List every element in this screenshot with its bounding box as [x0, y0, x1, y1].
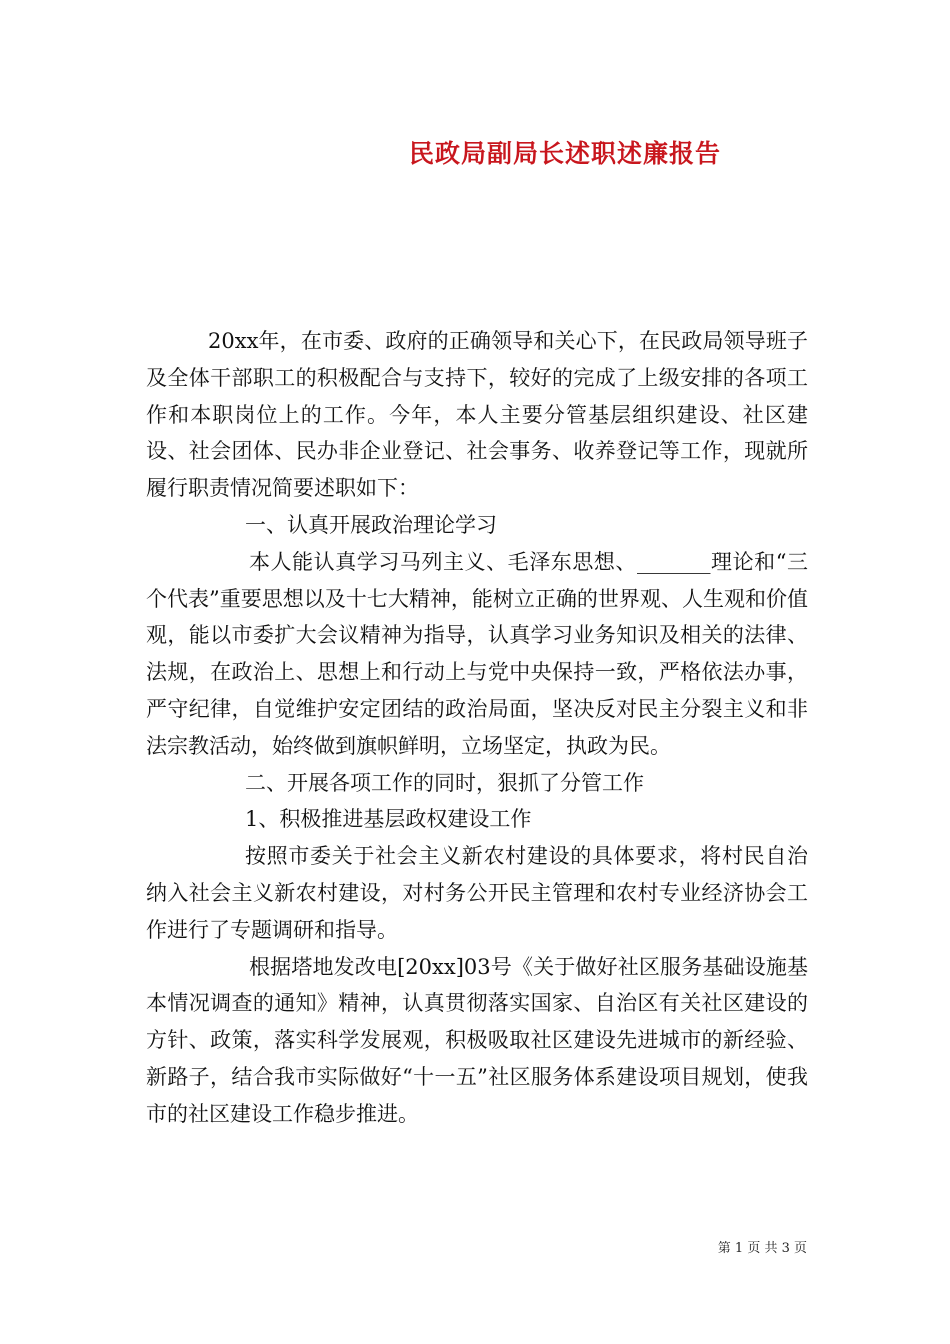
page-number-footer: 第 1 页 共 3 页 [717, 1241, 807, 1256]
section-2-heading: 二、开展各项工作的同时，狠抓了分管工作 [245, 770, 644, 795]
document-body [146, 323, 808, 1133]
section-1-paragraph: 本人能认真学习马列主义、毛泽东思想、_______理论和“三个代表”重要思想以及十七大精神，能树立正确的世界观、人生观和价值观，能以市委扩大会议精神为指导，认真学习业务知识及相关的法律、法规，在政治上、思想上和行动上与党中央保持一致，严格依法办事，严守纪律，自觉维护安定团结的政治局面，坚决反对民主分裂主义和非法宗教活动，始终做到旗帜鲜明，立场坚定，执政为民。 [146, 549, 808, 758]
subsection-1-heading: 1、积极推进基层政权建设工作 [245, 807, 532, 832]
intro-paragraph: 20xx年，在市委、政府的正确领导和关心下，在民政局领导班子及全体干部职工的积极配合与支持下，较好的完成了上级安排的各项工作和本职岗位上的工作。今年，本人主要分管基层组织建设、社区建设、社会团体、民办非企业登记、社会事务、收养登记等工作，现就所履行职责情况简要述职如下： [146, 329, 808, 501]
document-title: 民政局副局长述职述廉报告 [408, 139, 721, 168]
section-1-heading: 一、认真开展政治理论学习 [245, 512, 497, 537]
subsection-1-paragraph: 按照市委关于社会主义新农村建设的具体要求，将村民自治纳入社会主义新农村建设，对村务公开民主管理和农村专业经济协会工作进行了专题调研和指导。 [146, 844, 808, 942]
subsection-1-paragraph-2: 根据塔地发改电[20xx]03号《关于做好社区服务基础设施基本情况调查的通知》精神，认真贯彻落实国家、自治区有关社区建设的方针、政策，落实科学发展观，积极吸取社区建设先进城市的新经验、新路子，结合我市实际做好“十一五”社区服务体系建设项目规划，使我市的社区建设工作稳步推进。 [146, 954, 808, 1126]
